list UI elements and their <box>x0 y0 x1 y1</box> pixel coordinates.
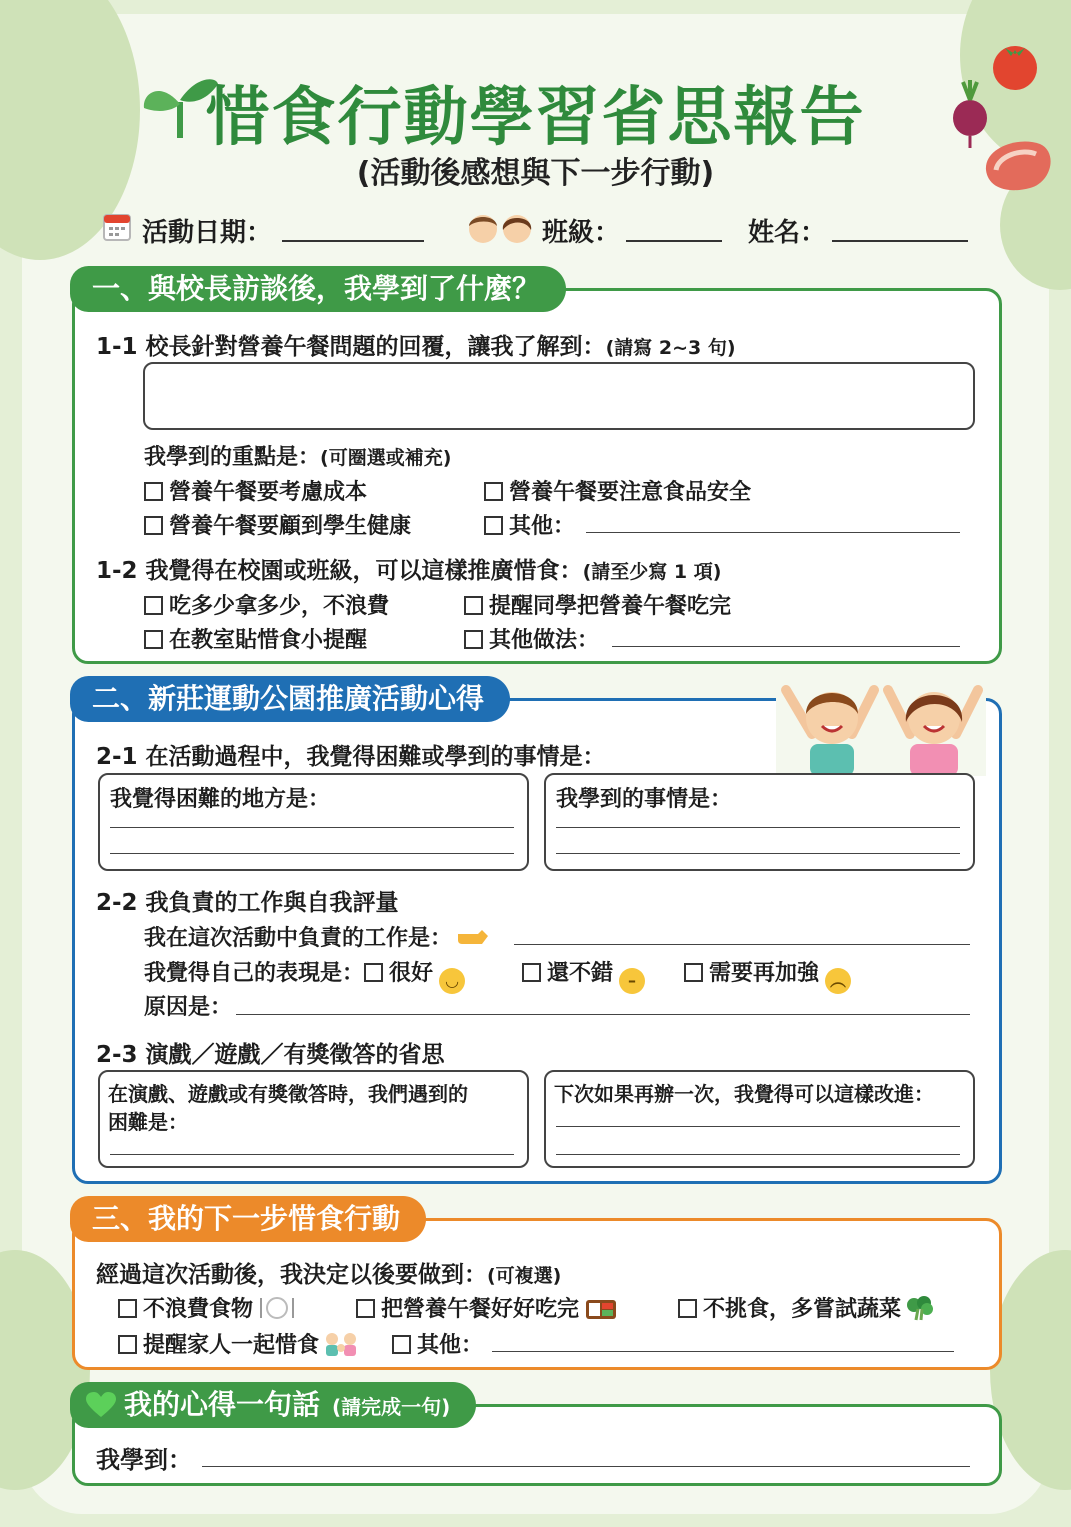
pointing-hand-icon <box>456 926 490 948</box>
option-food-safety[interactable]: 營養午餐要注意食品安全 <box>484 475 751 506</box>
section-3-tab: 三、我的下一步惜食行動 <box>70 1196 426 1242</box>
job-label: 我在這次活動中負責的工作是： <box>144 921 490 952</box>
job-field[interactable] <box>514 944 970 945</box>
perf-ok-option[interactable]: 還不錯 – <box>522 956 645 994</box>
checkbox[interactable] <box>356 1299 375 1318</box>
checkbox[interactable] <box>684 963 703 982</box>
option-not-picky[interactable]: 不挑食，多嘗試蔬菜 <box>678 1292 935 1323</box>
learned-line-2[interactable] <box>556 853 960 854</box>
checkbox[interactable] <box>144 482 163 501</box>
date-field[interactable] <box>282 240 424 242</box>
improvement-label: 下次如果再辦一次，我覺得可以這樣改進： <box>554 1082 934 1106</box>
plate-icon <box>257 1296 297 1320</box>
sad-face-icon: ︵ <box>825 968 851 994</box>
perf-good[interactable]: 很好 <box>389 961 434 986</box>
next-action-intro: 經過這次活動後，我決定以後要做到：(可複選) <box>96 1262 562 1288</box>
checkbox[interactable] <box>522 963 541 982</box>
reason-field[interactable] <box>236 1014 970 1015</box>
option-other-action[interactable]: 其他： <box>392 1328 483 1359</box>
kids-cheering-icon <box>776 672 986 776</box>
option-other-method[interactable]: 其他做法： <box>464 623 599 654</box>
checkbox[interactable] <box>364 963 383 982</box>
question-1-1: 1-1 校長針對營養午餐問題的回覆，讓我了解到：(請寫 2~3 句) <box>96 334 736 360</box>
checkbox[interactable] <box>144 596 163 615</box>
checkbox[interactable] <box>118 1299 137 1318</box>
students-icon <box>466 210 536 246</box>
section-2-tab: 二、新莊運動公園推廣活動心得 <box>70 676 510 722</box>
question-1-2: 1-2 我覺得在校園或班級，可以這樣推廣惜食：(請至少寫 1 項) <box>96 558 722 584</box>
key-points-label: 我學到的重點是：(可圈選或補充) <box>144 445 452 470</box>
question-2-3: 2-3 演戲／遊戲／有獎徵答的省思 <box>96 1042 445 1068</box>
option-student-health[interactable]: 營養午餐要顧到學生健康 <box>144 509 411 540</box>
name-field[interactable] <box>832 240 968 242</box>
green-heart-icon <box>86 1392 116 1418</box>
option-cost[interactable]: 營養午餐要考慮成本 <box>144 475 367 506</box>
improvement-line-1[interactable] <box>556 1126 960 1127</box>
checkbox[interactable] <box>392 1335 411 1354</box>
checkbox[interactable] <box>464 596 483 615</box>
option-other[interactable]: 其他： <box>484 509 575 540</box>
drama-difficulty-label-1: 在演戲、遊戲或有獎徵答時，我們遇到的 <box>108 1082 468 1106</box>
date-label: 活動日期： <box>142 218 273 248</box>
bento-icon <box>585 1296 617 1320</box>
question-2-2: 2-2 我負責的工作與自我評量 <box>96 890 399 916</box>
option-remind-classmates[interactable]: 提醒同學把營養午餐吃完 <box>464 589 731 620</box>
learned-sentence-field[interactable] <box>202 1466 970 1467</box>
learned-sentence-label: 我學到： <box>96 1446 192 1474</box>
option-take-what-you-eat[interactable]: 吃多少拿多少，不浪費 <box>144 589 389 620</box>
question-2-1: 2-1 在活動過程中，我覺得困難或學到的事情是： <box>96 744 606 770</box>
learned-label: 我學到的事情是： <box>556 787 733 812</box>
difficulty-line-1[interactable] <box>110 827 514 828</box>
option-family[interactable]: 提醒家人一起惜食 <box>118 1328 359 1359</box>
checkbox[interactable] <box>484 516 503 535</box>
option-poster[interactable]: 在教室貼惜食小提醒 <box>144 623 367 654</box>
perf-improve-option[interactable]: 需要再加強 ︵ <box>684 956 851 994</box>
improvement-line-2[interactable] <box>556 1154 960 1155</box>
checkbox[interactable] <box>484 482 503 501</box>
class-label: 班級： <box>542 218 621 248</box>
drama-difficulty-line[interactable] <box>110 1154 514 1155</box>
performance-label: 我覺得自己的表現是： 很好 ◡ <box>144 956 465 994</box>
option-no-waste[interactable]: 不浪費食物 <box>118 1292 297 1323</box>
answer-1-1-box[interactable] <box>143 362 975 430</box>
page-title: 惜食行動學習省思報告 <box>205 81 866 155</box>
page-subtitle: (活動後感想與下一步行動) <box>356 156 715 191</box>
broccoli-icon <box>905 1295 935 1321</box>
name-label: 姓名： <box>748 218 827 248</box>
neutral-face-icon: – <box>619 968 645 994</box>
smile-icon: ◡ <box>439 968 465 994</box>
reason-label: 原因是： <box>144 995 233 1020</box>
section-1-tab: 一、與校長訪談後，我學到了什麼？ <box>70 266 566 312</box>
section-4-tab: 我的心得一句話 (請完成一句) <box>70 1382 476 1428</box>
other-method-field[interactable] <box>612 646 960 647</box>
family-icon <box>323 1331 359 1357</box>
learned-line-1[interactable] <box>556 827 960 828</box>
checkbox[interactable] <box>144 630 163 649</box>
difficulty-label: 我覺得困難的地方是： <box>110 787 331 812</box>
other-field[interactable] <box>586 532 960 533</box>
option-finish-lunch[interactable]: 把營養午餐好好吃完 <box>356 1292 617 1323</box>
checkbox[interactable] <box>678 1299 697 1318</box>
difficulty-line-2[interactable] <box>110 853 514 854</box>
checkbox[interactable] <box>144 516 163 535</box>
checkbox[interactable] <box>118 1335 137 1354</box>
other-action-field[interactable] <box>492 1351 954 1352</box>
checkbox[interactable] <box>464 630 483 649</box>
calendar-icon <box>102 210 132 242</box>
class-field[interactable] <box>626 240 722 242</box>
drama-difficulty-label-2: 困難是： <box>108 1110 188 1134</box>
